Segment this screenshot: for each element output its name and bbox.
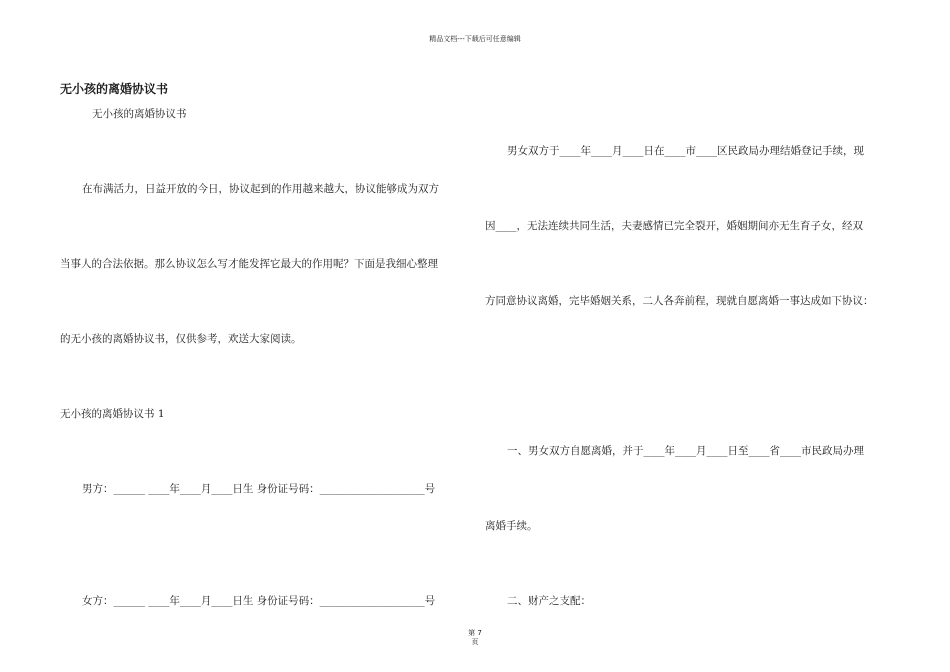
man-info-line: 男方：______ ____年____月____日生 身份证号码：____________________号 xyxy=(82,483,436,495)
intro-line-3: 的无小孩的离婚协议书，仅供参考，欢送大家阅读。 xyxy=(60,333,302,345)
right-line-3: 方同意协议离婚，完毕婚姻关系，二人各奔前程，现就自愿离婚一事达成如下协议： xyxy=(485,295,874,307)
clause-1-line-2: 离婚手续。 xyxy=(485,520,538,532)
section-heading: 无小孩的离婚协议书 1 xyxy=(60,408,165,420)
clause-2-heading: 二、财产之支配： xyxy=(507,595,591,607)
subtitle: 无小孩的离婚协议书 xyxy=(92,108,187,120)
document-title: 无小孩的离婚协议书 xyxy=(60,82,169,96)
intro-line-1: 在布满活力，日益开放的今日，协议起到的作用越来越大，协议能够成为双方 xyxy=(82,183,439,195)
page-number-unit: 页 xyxy=(471,638,479,646)
page-number: 第 7 xyxy=(468,629,482,637)
page-header: 精品文档---下载后可任意编辑 xyxy=(429,35,521,43)
intro-line-2: 当事人的合法依据。那么协议怎么写才能发挥它最大的作用呢？下面是我细心整理 xyxy=(60,258,438,270)
right-line-1: 男女双方于____年____月____日在____市____区民政局办理结婚登记手续，现 xyxy=(507,145,864,157)
right-line-2: 因____，无法连续共同生活，夫妻感情已完全裂开，婚姻期间亦无生育子女，经双 xyxy=(485,220,863,232)
clause-1-line-1: 一、男女双方自愿离婚，并于____年____月____日至____省____市民政局办理 xyxy=(507,445,864,457)
woman-info-line: 女方：______ ____年____月____日生 身份证号码：____________________号 xyxy=(82,595,436,607)
